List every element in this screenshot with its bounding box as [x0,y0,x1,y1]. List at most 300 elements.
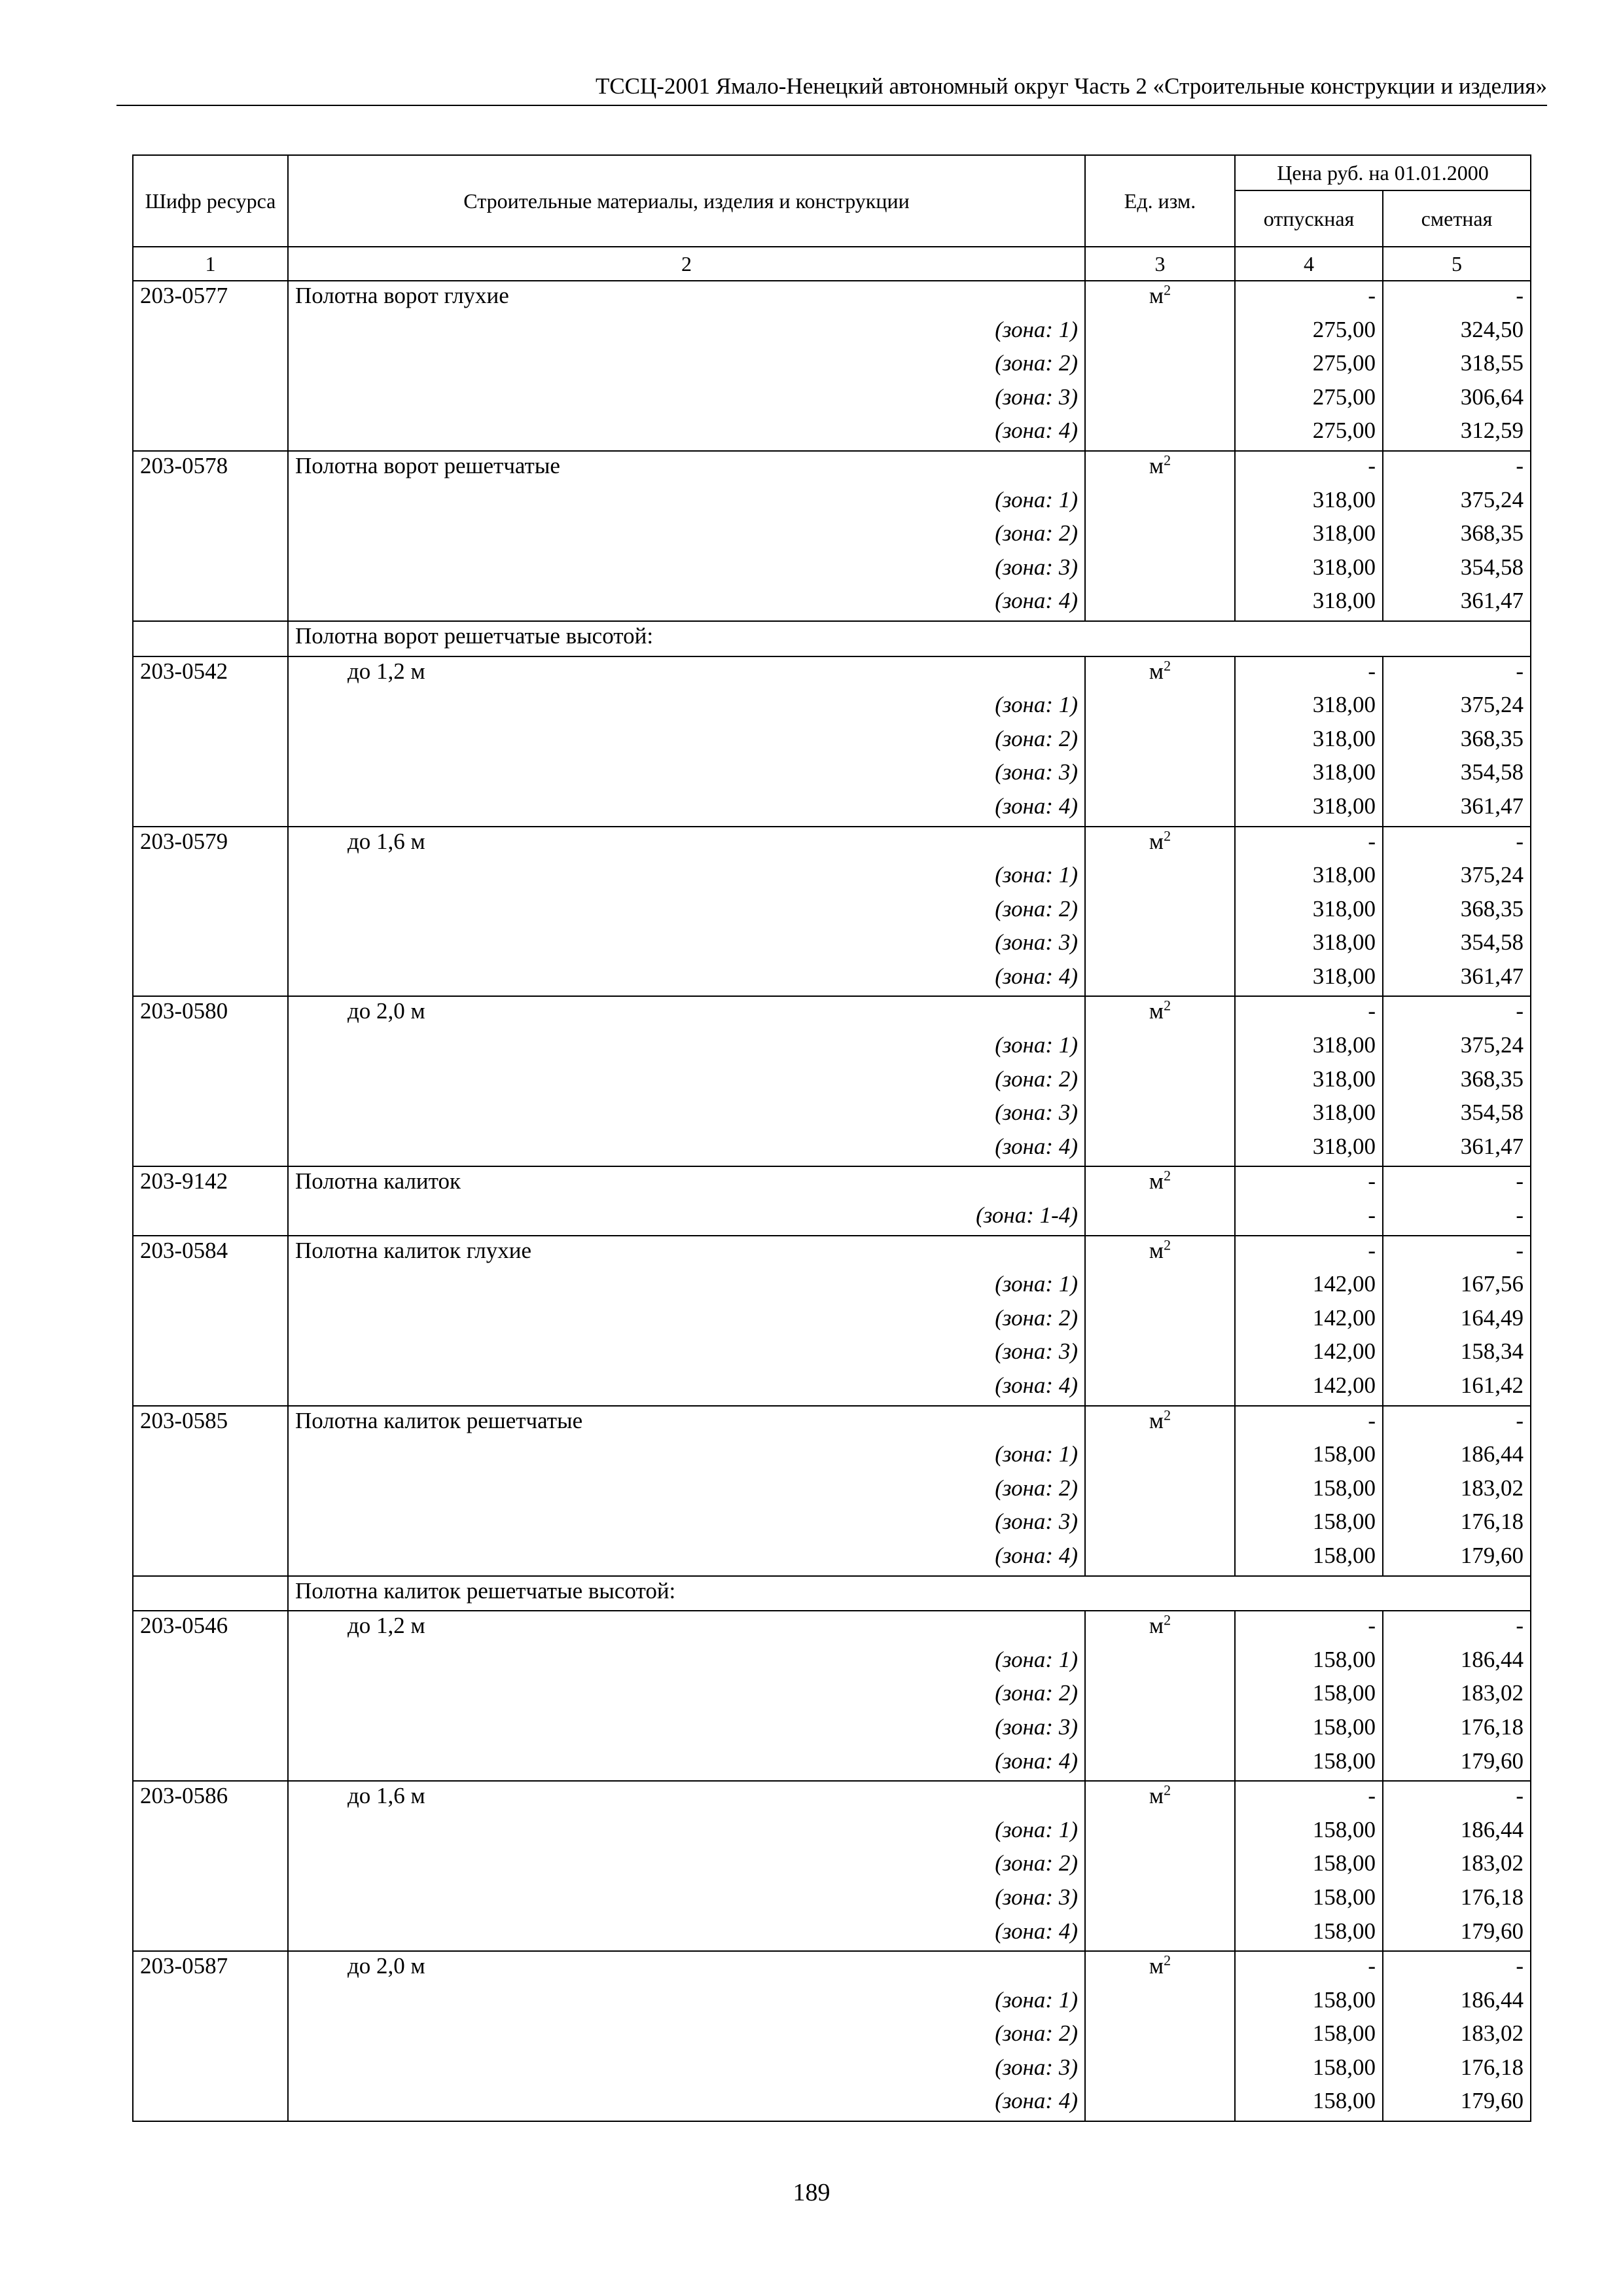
zone-row [133,586,1531,621]
release-price: - [1235,451,1383,486]
unit-cell [1085,792,1235,827]
estimate-price: - [1383,996,1531,1031]
estimate-price: 368,35 [1383,1065,1531,1099]
zone-label: (зона: 1) [288,486,1085,520]
release-price: 142,00 [1235,1270,1383,1304]
release-price: 142,00 [1235,1304,1383,1338]
zone-label: (зона: 4) [288,416,1085,451]
release-price: 318,00 [1235,1132,1383,1167]
estimate-price: 186,44 [1383,1816,1531,1850]
table-row [133,1236,1531,1270]
zone-label: (зона: 4) [288,1132,1085,1167]
group-heading-row [133,1576,1531,1611]
unit-exponent: 2 [1164,656,1171,673]
code-cell [133,1031,288,1065]
unit-cell [1085,281,1235,315]
unit-text: м [1149,1783,1164,1809]
col-number: 4 [1235,247,1383,281]
unit-cell [1085,486,1235,520]
unit-cell [1085,1645,1235,1679]
zone-label: (зона: 3) [288,928,1085,962]
estimate-price: 354,58 [1383,928,1531,962]
estimate-price: - [1383,281,1531,315]
release-price: 142,00 [1235,1337,1383,1371]
unit-cell [1085,2053,1235,2087]
zone-label: (зона: 2) [288,1679,1085,1713]
zone-row [133,2053,1531,2087]
unit-cell [1085,962,1235,997]
zone-label: (зона: 1) [288,1816,1085,1850]
table-row [133,1611,1531,1645]
unit-cell [1085,1781,1235,1816]
table-row [133,1166,1531,1201]
release-price: 318,00 [1235,861,1383,895]
zone-row [133,1031,1531,1065]
unit-exponent: 2 [1164,1236,1171,1253]
release-price: 158,00 [1235,1849,1383,1883]
unit-cell [1085,725,1235,759]
price-table [132,154,1531,2122]
unit-text: м [1149,452,1164,478]
estimate-price: 361,47 [1383,962,1531,997]
estimate-price: 186,44 [1383,1645,1531,1679]
unit-cell [1085,1849,1235,1883]
estimate-price: 318,55 [1383,349,1531,383]
estimate-price: 183,02 [1383,1474,1531,1508]
zone-label: (зона: 1) [288,1270,1085,1304]
release-price: 318,00 [1235,792,1383,827]
unit-cell [1085,1816,1235,1850]
estimate-price: 324,50 [1383,315,1531,350]
unit-cell [1085,928,1235,962]
zone-label: (зона: 3) [288,2053,1085,2087]
unit-cell [1085,1474,1235,1508]
zone-label: (зона: 2) [288,1065,1085,1099]
estimate-price: 179,60 [1383,2087,1531,2121]
col-name-header: Строительные материалы, изделия и конструкции [288,155,1085,247]
unit-cell [1085,861,1235,895]
zone-row [133,1816,1531,1850]
release-price: 158,00 [1235,1986,1383,2020]
zone-row [133,928,1531,962]
table-row [133,996,1531,1031]
unit-cell [1085,691,1235,725]
unit-exponent: 2 [1164,1406,1171,1423]
material-name: Полотна калиток [288,1166,1085,1201]
zone-label: (зона: 4) [288,2087,1085,2121]
unit-cell [1085,827,1235,861]
resource-code: 203-9142 [133,1166,288,1201]
code-cell [133,962,288,997]
zone-row [133,416,1531,451]
zone-row [133,2019,1531,2053]
col-number: 1 [133,247,288,281]
code-cell [133,1201,288,1236]
release-price: 318,00 [1235,1065,1383,1099]
estimate-price: - [1383,1201,1531,1236]
zone-row [133,553,1531,587]
code-cell [133,1371,288,1406]
estimate-price: 354,58 [1383,553,1531,587]
estimate-price: 167,56 [1383,1270,1531,1304]
zone-row [133,1201,1531,1236]
release-price: 318,00 [1235,586,1383,621]
estimate-price: - [1383,1611,1531,1645]
zone-label: (зона: 3) [288,758,1085,792]
unit-cell [1085,1236,1235,1270]
estimate-price: 183,02 [1383,1849,1531,1883]
zone-label: (зона: 3) [288,553,1085,587]
code-cell [133,1816,288,1850]
zone-row [133,1883,1531,1917]
estimate-price: - [1383,1951,1531,1986]
code-cell [133,383,288,417]
estimate-price: 176,18 [1383,2053,1531,2087]
col-code-header: Шифр ресурса [133,155,288,247]
col-release-header: отпускная [1235,190,1383,247]
code-cell [133,2019,288,2053]
code-cell [133,2053,288,2087]
release-price: 318,00 [1235,691,1383,725]
estimate-price: 354,58 [1383,758,1531,792]
estimate-price: 179,60 [1383,1541,1531,1576]
page-number: 189 [793,2179,830,2206]
unit-text: м [1149,1237,1164,1263]
release-price: 318,00 [1235,962,1383,997]
resource-code: 203-0584 [133,1236,288,1270]
zone-label: (зона: 1) [288,1440,1085,1474]
estimate-price: 361,47 [1383,586,1531,621]
zone-row [133,792,1531,827]
unit-cell [1085,1951,1235,1986]
material-name: Полотна калиток глухие [288,1236,1085,1270]
release-price: 158,00 [1235,1747,1383,1782]
code-cell [133,586,288,621]
unit-cell [1085,2019,1235,2053]
release-price: 158,00 [1235,2019,1383,2053]
zone-row [133,1132,1531,1167]
release-price: - [1235,1951,1383,1986]
unit-cell [1085,1541,1235,1576]
table-row [133,281,1531,315]
group-heading: Полотна ворот решетчатые высотой: [288,621,1531,656]
estimate-price: 176,18 [1383,1883,1531,1917]
code-cell [133,725,288,759]
code-cell [133,1440,288,1474]
unit-cell [1085,1166,1235,1201]
estimate-price: 183,02 [1383,1679,1531,1713]
col-number: 3 [1085,247,1235,281]
resource-code: 203-0585 [133,1406,288,1441]
unit-text: м [1149,283,1164,308]
estimate-price: 375,24 [1383,861,1531,895]
release-price: - [1235,1406,1383,1441]
unit-exponent: 2 [1164,827,1171,844]
code-cell [133,1849,288,1883]
estimate-price: 179,60 [1383,1917,1531,1952]
unit-cell [1085,519,1235,553]
unit-cell [1085,586,1235,621]
material-name: до 1,6 м [288,1781,1085,1816]
zone-label: (зона: 1) [288,1645,1085,1679]
unit-exponent: 2 [1164,997,1171,1014]
zone-label: (зона: 4) [288,1917,1085,1952]
release-price: - [1235,1166,1383,1201]
group-heading-row [133,621,1531,656]
code-cell [133,1304,288,1338]
estimate-price: 164,49 [1383,1304,1531,1338]
code-cell [133,1337,288,1371]
code-cell [133,553,288,587]
zone-row [133,1986,1531,2020]
material-name: до 2,0 м [288,996,1085,1031]
code-cell [133,1132,288,1167]
release-price: - [1235,1611,1383,1645]
code-cell [133,1098,288,1132]
code-cell [133,928,288,962]
zone-row [133,1645,1531,1679]
code-cell [133,349,288,383]
unit-cell [1085,1337,1235,1371]
resource-code: 203-0542 [133,656,288,691]
release-price: 158,00 [1235,1679,1383,1713]
zone-label: (зона: 2) [288,519,1085,553]
zone-label: (зона: 3) [288,1883,1085,1917]
unit-cell [1085,1031,1235,1065]
code-cell [133,1883,288,1917]
zone-label: (зона: 1) [288,1986,1085,2020]
unit-cell [1085,1270,1235,1304]
table-row [133,656,1531,691]
material-name: до 2,0 м [288,1951,1085,1986]
unit-cell [1085,416,1235,451]
zone-label: (зона: 1) [288,1031,1085,1065]
resource-code: 203-0579 [133,827,288,861]
unit-text: м [1149,1168,1164,1194]
unit-text: м [1149,828,1164,854]
unit-cell [1085,1883,1235,1917]
code-cell [133,1679,288,1713]
zone-row [133,2087,1531,2121]
unit-cell [1085,1507,1235,1541]
code-cell [133,416,288,451]
unit-cell [1085,1611,1235,1645]
release-price: - [1235,281,1383,315]
code-cell [133,861,288,895]
zone-label: (зона: 4) [288,1541,1085,1576]
zone-row [133,962,1531,997]
code-cell [133,2087,288,2121]
zone-label: (зона: 4) [288,1747,1085,1782]
unit-cell [1085,1406,1235,1441]
release-price: 158,00 [1235,1883,1383,1917]
unit-cell [1085,1304,1235,1338]
zone-row [133,1371,1531,1406]
unit-cell [1085,1679,1235,1713]
code-cell [133,519,288,553]
zone-row [133,1541,1531,1576]
unit-cell [1085,1917,1235,1952]
release-price: 158,00 [1235,1440,1383,1474]
zone-label: (зона: 2) [288,1849,1085,1883]
release-price: 275,00 [1235,349,1383,383]
zone-row [133,1917,1531,1952]
zone-row [133,1679,1531,1713]
zone-row [133,1474,1531,1508]
release-price: 158,00 [1235,1713,1383,1747]
zone-row [133,315,1531,350]
resource-code: 203-0586 [133,1781,288,1816]
unit-cell [1085,1065,1235,1099]
estimate-price: - [1383,656,1531,691]
code-cell [133,1507,288,1541]
zone-label: (зона: 1) [288,315,1085,350]
release-price: 158,00 [1235,2053,1383,2087]
estimate-price: 361,47 [1383,1132,1531,1167]
unit-exponent: 2 [1164,1782,1171,1799]
release-price: 158,00 [1235,1474,1383,1508]
zone-row [133,383,1531,417]
release-price: - [1235,827,1383,861]
code-cell [133,758,288,792]
estimate-price: - [1383,1166,1531,1201]
unit-cell [1085,2087,1235,2121]
zone-label: (зона: 4) [288,962,1085,997]
unit-cell [1085,758,1235,792]
release-price: 318,00 [1235,1031,1383,1065]
estimate-price: 375,24 [1383,486,1531,520]
zone-label: (зона: 4) [288,1371,1085,1406]
zone-row [133,861,1531,895]
zone-label: (зона: 2) [288,2019,1085,2053]
table-row [133,1781,1531,1816]
release-price: - [1235,656,1383,691]
estimate-price: 183,02 [1383,2019,1531,2053]
release-price: 318,00 [1235,928,1383,962]
zone-label: (зона: 3) [288,383,1085,417]
unit-text: м [1149,1613,1164,1639]
estimate-price: 176,18 [1383,1507,1531,1541]
group-heading: Полотна калиток решетчатые высотой: [288,1576,1531,1611]
code-cell [133,792,288,827]
zone-row [133,486,1531,520]
estimate-price: 368,35 [1383,725,1531,759]
zone-label: (зона: 4) [288,586,1085,621]
estimate-price: 158,34 [1383,1337,1531,1371]
zone-label: (зона: 1) [288,861,1085,895]
zone-row [133,1507,1531,1541]
zone-row [133,1849,1531,1883]
release-price: 318,00 [1235,758,1383,792]
table-body [133,281,1531,2121]
estimate-price: 186,44 [1383,1986,1531,2020]
code-cell [133,1713,288,1747]
estimate-price: 375,24 [1383,1031,1531,1065]
zone-label: (зона: 4) [288,792,1085,827]
estimate-price: 176,18 [1383,1713,1531,1747]
release-price: 275,00 [1235,315,1383,350]
zone-row [133,1337,1531,1371]
estimate-price: 361,47 [1383,792,1531,827]
estimate-price: - [1383,1236,1531,1270]
zone-row [133,725,1531,759]
material-name: Полотна калиток решетчатые [288,1406,1085,1441]
unit-text: м [1149,1953,1164,1979]
zone-row [133,1747,1531,1782]
release-price: 318,00 [1235,519,1383,553]
unit-text: м [1149,658,1164,684]
code-cell [133,1917,288,1952]
unit-exponent: 2 [1164,1611,1171,1628]
unit-cell [1085,451,1235,486]
estimate-price: - [1383,827,1531,861]
release-price: 158,00 [1235,1645,1383,1679]
release-price: 158,00 [1235,1507,1383,1541]
unit-exponent: 2 [1164,281,1171,298]
unit-cell [1085,1098,1235,1132]
release-price: 318,00 [1235,486,1383,520]
code-cell [133,1986,288,2020]
resource-code: 203-0587 [133,1951,288,1986]
zone-label: (зона: 3) [288,1337,1085,1371]
zone-label: (зона: 2) [288,895,1085,929]
table-row [133,451,1531,486]
zone-label: (зона: 3) [288,1098,1085,1132]
release-price: - [1235,1201,1383,1236]
col-price-header: Цена руб. на 01.01.2000 [1235,155,1531,190]
release-price: 158,00 [1235,1541,1383,1576]
estimate-price: 179,60 [1383,1747,1531,1782]
code-cell [133,1065,288,1099]
unit-exponent: 2 [1164,452,1171,469]
zone-label: (зона: 3) [288,1713,1085,1747]
release-price: 275,00 [1235,416,1383,451]
table-row [133,827,1531,861]
release-price: 158,00 [1235,2087,1383,2121]
zone-row [133,1440,1531,1474]
code-cell [133,895,288,929]
table-header [133,155,1531,281]
zone-label: (зона: 2) [288,725,1085,759]
code-cell [133,1576,288,1611]
code-cell [133,315,288,350]
estimate-price: - [1383,1781,1531,1816]
unit-cell [1085,1201,1235,1236]
code-cell [133,486,288,520]
table-row [133,1951,1531,1986]
estimate-price: 354,58 [1383,1098,1531,1132]
col-estimate-header: сметная [1383,190,1531,247]
release-price: 142,00 [1235,1371,1383,1406]
zone-label: (зона: 2) [288,1304,1085,1338]
code-cell [133,1474,288,1508]
release-price: 318,00 [1235,895,1383,929]
unit-cell [1085,1986,1235,2020]
code-cell [133,621,288,656]
release-price: - [1235,1781,1383,1816]
code-cell [133,1645,288,1679]
unit-text: м [1149,998,1164,1024]
estimate-price: 375,24 [1383,691,1531,725]
page-header: ТССЦ-2001 Ямало-Ненецкий автономный округ Часть 2 «Строительные конструкции и изделия» [116,73,1547,106]
zone-row [133,691,1531,725]
unit-cell [1085,553,1235,587]
unit-cell [1085,1132,1235,1167]
zone-label: (зона: 1-4) [288,1201,1085,1236]
release-price: - [1235,1236,1383,1270]
zone-row [133,1713,1531,1747]
unit-cell [1085,1747,1235,1782]
